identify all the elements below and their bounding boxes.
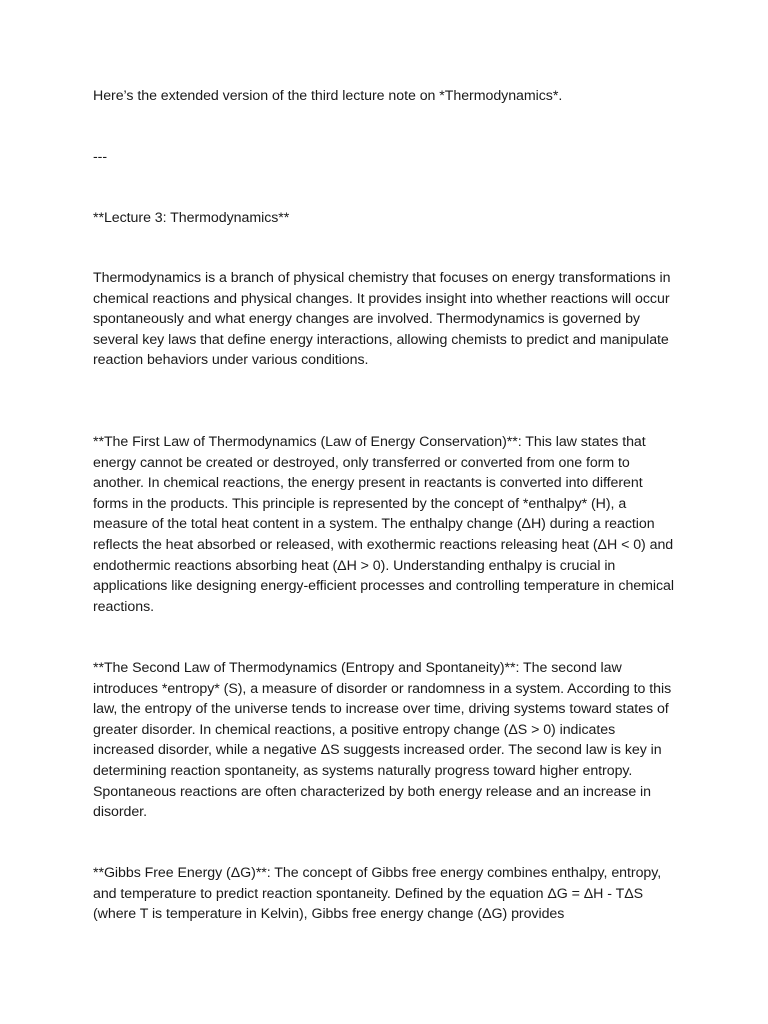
- paragraph-gibbs-free-energy: **Gibbs Free Energy (ΔG)**: The concept of Gibbs free energy combines enthalpy, entropy, and temperature to predict reaction spontaneity. Defined by the equation ΔG = ΔH - TΔS (where T is temperature in Kelvin), Gibbs free energy change (ΔG) provides: [93, 865, 662, 923]
- paragraph-overview: Thermodynamics is a branch of physical chemistry that focuses on energy transformations in chemical reactions and physical changes. It provides insight into whether reactions will occur spontaneously and what energy changes are involved. Thermodynamics is governed by several key laws that define energy interactions, allowing chemists to predict and manipulate reaction behaviors under various conditions.: [93, 270, 671, 369]
- paragraph-first-law: **The First Law of Thermodynamics (Law of Energy Conservation)**: This law states that energy cannot be created or destroyed, only transferred or converted from one form to another. In chemical reactions, the energy present in reactants is converted into different forms in the products. This principle is represented by the concept of *enthalpy* (H), a measure of the total heat content in a system. The enthalpy change (ΔH) during a reaction reflects the heat absorbed or released, with exothermic reactions releasing heat (ΔH < 0) and endothermic reactions absorbing heat (ΔH > 0). Understanding enthalpy is crucial in applications like designing energy-efficient processes and controlling temperature in chemical reactions.: [93, 434, 674, 615]
- paragraph-second-law: **The Second Law of Thermodynamics (Entropy and Spontaneity)**: The second law introduces *entropy* (S), a measure of disorder or randomness in a system. According to this law, the entropy of the universe tends to increase over time, driving systems toward states of greater disorder. In chemical reactions, a positive entropy change (ΔS > 0) indicates increased disorder, while a negative ΔS suggests increased order. The second law is key in determining reaction spontaneity, as systems naturally progress toward higher entropy. Spontaneous reactions are often characterized by both energy release and an increase in disorder.: [93, 660, 672, 821]
- lecture-heading: **Lecture 3: Thermodynamics**: [93, 210, 290, 226]
- separator-line: ---: [93, 149, 108, 165]
- intro-line: Here’s the extended version of the third lecture note on *Thermodynamics*.: [93, 88, 563, 104]
